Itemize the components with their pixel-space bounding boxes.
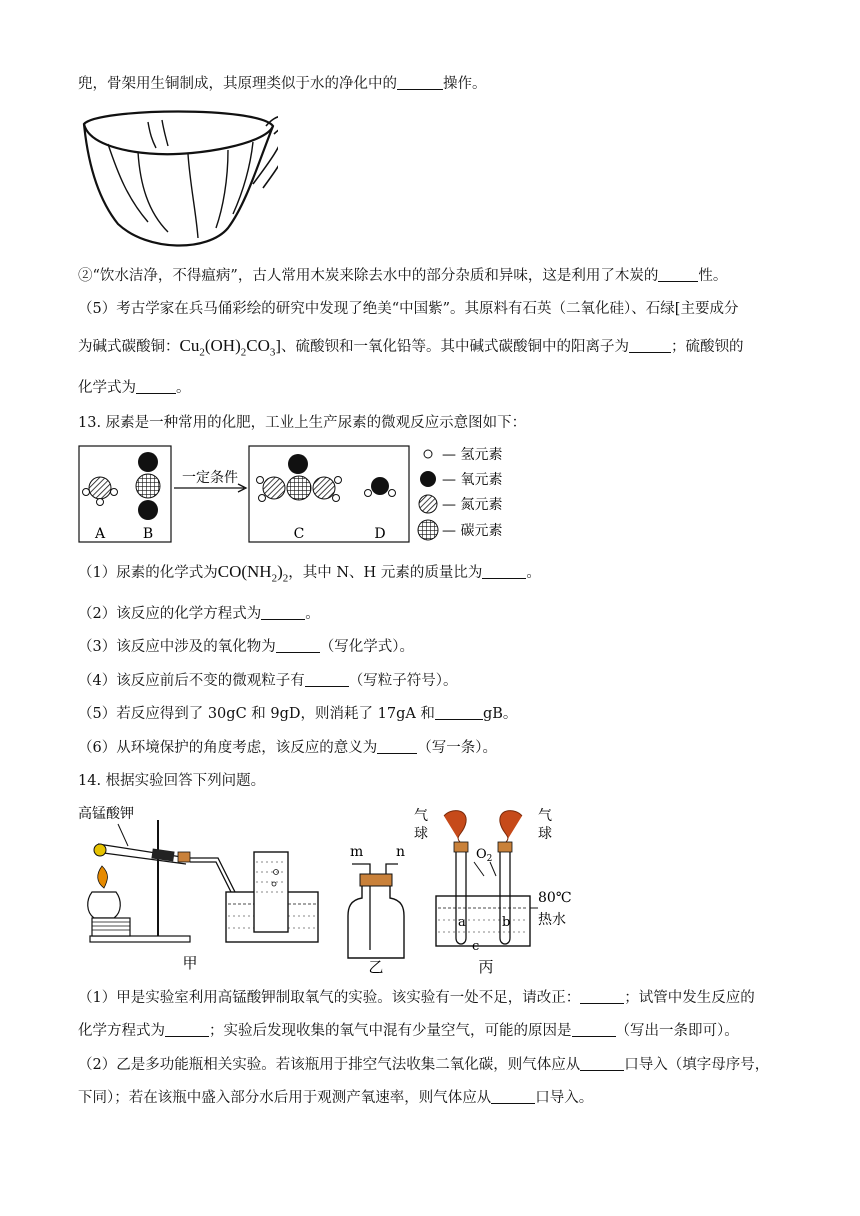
balloon-right-1: 气 (538, 808, 552, 824)
text: 口导入。 (535, 1090, 594, 1106)
text: 为碱式碳酸铜： (78, 339, 180, 355)
question-14 (78, 771, 265, 791)
text: 化学式为 (78, 380, 136, 396)
text: （写化学式）。 (319, 639, 414, 655)
text: （4）该反应前后不变的微观粒子有 (78, 673, 305, 689)
answer-blank (491, 1089, 535, 1104)
answer-blank (658, 267, 698, 282)
legend-nitrogen: — 氮元素 (442, 497, 503, 513)
reaction-condition: 一定条件 (182, 470, 238, 486)
answer-blank (580, 989, 624, 1004)
hot-water-label: 热水 (538, 912, 566, 928)
answer-blank (261, 605, 305, 620)
text: （6）从环境保护的角度考虑，该反应的意义为 (78, 740, 378, 756)
text-line-1 (78, 74, 487, 94)
answer-blank (377, 739, 417, 754)
q13-5 (78, 704, 517, 724)
answer-blank (305, 672, 349, 687)
text: （写一条）。 (417, 740, 497, 756)
text: 兜，骨架用生铜制成，其原理类似于水的净化中的 (78, 76, 397, 92)
text: ；硫酸钡的 (671, 339, 744, 355)
text: 性。 (698, 268, 728, 284)
label-yi: 乙 (368, 958, 384, 976)
balloon-right-2: 球 (538, 826, 552, 842)
q14-2-cont (78, 1088, 593, 1108)
balloon-left-2: 球 (414, 826, 428, 842)
answer-blank (580, 1056, 624, 1071)
text: （2）该反应的化学方程式为 (78, 606, 262, 622)
text: （1）尿素的化学式为 (78, 565, 218, 581)
text: gB。 (482, 706, 518, 722)
legend-hydrogen: — 氢元素 (442, 447, 503, 463)
label-bing: 丙 (478, 958, 494, 976)
text: 。 (176, 380, 191, 396)
text: 下同）；若在该瓶中盛入部分水后用于观测产氧速率，则气体应从 (78, 1090, 492, 1106)
answer-blank (629, 338, 671, 353)
q14-1-cont (78, 1021, 739, 1041)
label-c: C (293, 526, 305, 542)
label-b: B (142, 526, 154, 542)
q14-2 (78, 1055, 769, 1075)
q13-3 (78, 637, 414, 657)
legend-oxygen: — 氧元素 (442, 472, 503, 488)
text: ②“饮水洁净，不得瘟病”，古人常用木炭来除去水中的部分杂质和异味，这是利用了木炭的 (78, 268, 659, 284)
q14-1 (78, 988, 755, 1008)
text-line-2 (78, 266, 727, 286)
text: 。 (526, 565, 541, 581)
text-line-3 (78, 299, 738, 319)
urea-formula: $CO(NH_2)_2$ (217, 562, 289, 585)
basic-copper-carbonate-formula: $Cu_2(OH)_2CO_3$ (179, 336, 276, 359)
text: （2）乙是多功能瓶相关实验。若该瓶用于排空气法收集二氧化碳，则气体应从 (78, 1057, 581, 1073)
answer-blank (136, 379, 176, 394)
text-line-5 (78, 378, 191, 398)
answer-blank (165, 1022, 209, 1037)
o2-label: $O_2$ (476, 847, 493, 864)
label-n: n (396, 844, 406, 860)
text-line-4 (78, 336, 744, 362)
text: （写出一条即可）。 (615, 1023, 739, 1039)
text: ]、硫酸钡和一氧化铅等。其中碱式碳酸铜中的阳离子为 (275, 339, 630, 355)
q13-2 (78, 604, 320, 624)
text: （5）若反应得到了 30gC 和 9gD，则消耗了 17gA 和 (78, 706, 435, 722)
text: （5）考古学家在兵马俑彩绘的研究中发现了绝美“中国紫”。其原料有石英（二氧化硅）、石绿[主要成分 (78, 301, 739, 317)
label-b-tube: b (502, 915, 511, 930)
nitrogen-atom (89, 477, 111, 499)
text: 13. 尿素是一种常用的化肥，工业上生产尿素的微观反应示意图如下： (78, 415, 527, 431)
label-a-tube: a (458, 915, 466, 930)
label-jia: 甲 (182, 954, 198, 972)
label-d: D (374, 526, 386, 542)
answer-blank (435, 705, 483, 720)
text: 化学方程式为 (78, 1023, 165, 1039)
reagent-label: 高锰酸钾 (78, 806, 134, 822)
answer-blank (276, 638, 320, 653)
q13-1 (78, 562, 541, 588)
q13-6 (78, 738, 497, 758)
answer-blank (482, 564, 526, 579)
text: 口导入（填字母序号， (624, 1057, 770, 1073)
balloon-left-1: 气 (414, 808, 428, 824)
text: 操作。 (443, 76, 487, 92)
label-c-bottom: c (472, 939, 480, 954)
sieve-figure (78, 104, 278, 254)
text: ；实验后发现收集的氧气中混有少量空气，可能的原因是 (209, 1023, 572, 1039)
answer-blank (572, 1022, 616, 1037)
label-m: m (350, 844, 364, 860)
experiment-figure (78, 800, 598, 980)
answer-blank (397, 75, 443, 90)
text: ；试管中发生反应的 (624, 990, 755, 1006)
q13-4 (78, 671, 457, 691)
question-13 (78, 413, 526, 433)
label-a: A (94, 526, 106, 542)
text: （3）该反应中涉及的氧化物为 (78, 639, 276, 655)
text: 14. 根据实验回答下列问题。 (78, 773, 266, 789)
text: （1）甲是实验室利用高锰酸钾制取氧气的实验。该实验有一处不足，请改正： (78, 990, 581, 1006)
reaction-diagram (78, 442, 538, 546)
text: ，其中 N、H 元素的质量比为 (288, 565, 483, 581)
temperature-label: 80℃ (538, 890, 572, 906)
legend-carbon: — 碳元素 (442, 523, 503, 539)
text: （写粒子符号）。 (348, 673, 458, 689)
text: 。 (305, 606, 320, 622)
